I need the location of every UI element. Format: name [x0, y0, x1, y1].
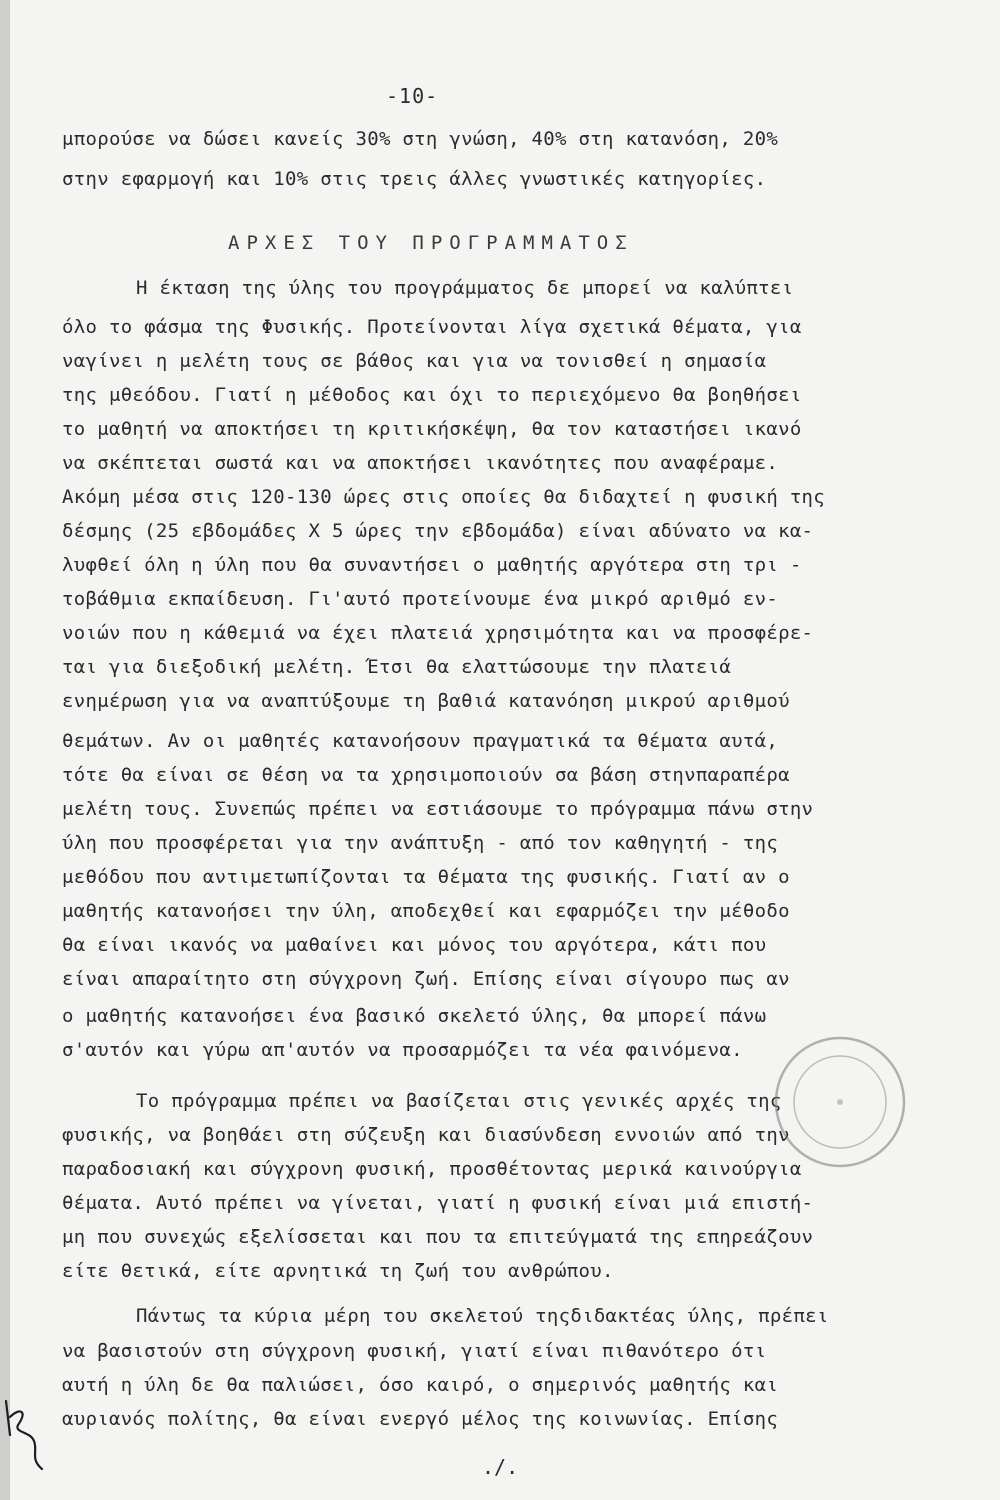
text-line: ενημέρωση για να αναπτύξουμε τη βαθιά κατανόηση μικρού αριθμού	[62, 690, 790, 712]
text-line: ται για διεξοδική μελέτη. Έτσι θα ελαττώσουμε την πλατειά	[62, 656, 732, 678]
text-line: θα είναι ικανός να μαθαίνει και μόνος του αργότερα, κάτι που	[62, 934, 767, 956]
text-line: Η έκταση της ύλης του προγράμματος δε μπορεί να καλύπτει	[136, 277, 794, 299]
text-line: είναι απαραίτητο στη σύγχρονη ζωή. Επίσης είναι σίγουρο πως αν	[62, 968, 790, 990]
text-line: νοιών που η κάθεμιά να έχει πλατειά χρησιμότητα και να προσφέρε-	[62, 622, 814, 644]
page-number: -10-	[386, 84, 439, 108]
text-line: της μθεόδου. Γιατί η μέθοδος και όχι το περιεχόμενο θα βοηθήσει	[62, 384, 802, 406]
section-heading: ΑΡΧΕΣ ΤΟΥ ΠΡΟΓΡΑΜΜΑΤΟΣ	[228, 232, 634, 254]
text-line: τοβάθμια εκπαίδευση. Γι'αυτό προτείνουμε ένα μικρό αριθμό εν-	[62, 588, 779, 610]
text-line: το μαθητή να αποκτήσει τη κριτικήσκέψη, θα τον καταστήσει ικανό	[62, 418, 802, 440]
text-line: Το πρόγραμμα πρέπει να βασίζεται στις γενικές αρχές της	[136, 1090, 782, 1112]
text-line: φυσικής, να βοηθάει στη σύζευξη και διασύνδεση εννοιών από την	[62, 1124, 790, 1146]
text-line: λυφθεί όλη η ύλη που θα συναντήσει ο μαθητής αργότερα στη τρι -	[62, 554, 802, 576]
text-line: αυριανός πολίτης, θα είναι ενεργό μέλος της κοινωνίας. Επίσης	[62, 1408, 779, 1430]
page-edge-shadow	[0, 0, 10, 1500]
text-line: δέσμης (25 εβδομάδες Χ 5 ώρες την εβδομάδα) είναι αδύνατο να κα-	[62, 520, 814, 542]
text-line: όλο το φάσμα της Φυσικής. Προτείνονται λίγα σχετικά θέματα, για	[62, 316, 802, 338]
text-line: μελέτη τους. Συνεπώς πρέπει να εστιάσουμε το πρόγραμμα πάνω στην	[62, 798, 814, 820]
text-line: μεθόδου που αντιμετωπίζονται τα θέματα της φυσικής. Γιατί αν ο	[62, 866, 790, 888]
text-line: είτε θετικά, είτε αρνητικά τη ζωή του ανθρώπου.	[62, 1260, 614, 1282]
text-line: Πάντως τα κύρια μέρη του σκελετού τηςδιδακτέας ύλης, πρέπει	[136, 1305, 829, 1327]
text-line: σ'αυτόν και γύρω απ'αυτόν να προσαρμόζει τα νέα φαινόμενα.	[62, 1039, 743, 1061]
text-line: να βασιστούν στη σύγχρονη φυσική, γιατί είναι πιθανότερο ότι	[62, 1340, 767, 1362]
text-line: τότε θα είναι σε θέση να τα χρησιμοποιούν σα βάση στηνπαραπέρα	[62, 764, 790, 786]
text-line: να σκέπτεται σωστά και να αποκτήσει ικανότητες που αναφέραμε.	[62, 452, 779, 474]
text-line: ναγίνει η μελέτη τους σε βάθος και για να τονισθεί η σημασία	[62, 350, 767, 372]
text-line: ύλη που προσφέρεται για την ανάπτυξη - από τον καθηγητή - της	[62, 832, 779, 854]
text-line: στην εφαρμογή και 10% στις τρεις άλλες γνωστικές κατηγορίες.	[62, 168, 767, 190]
handwritten-signature	[0, 1395, 48, 1475]
text-line: ο μαθητής κατανοήσει ένα βασικό σκελετό ύλης, θα μπορεί πάνω	[62, 1005, 767, 1027]
continuation-mark: ./.	[482, 1455, 519, 1479]
text-line: Ακόμη μέσα στις 120-130 ώρες στις οποίες θα διδαχτεί η φυσική της	[62, 486, 826, 508]
text-line: θέματα. Αυτό πρέπει να γίνεται, γιατί η φυσική είναι μιά επιστή-	[62, 1192, 814, 1214]
text-line: παραδοσιακή και σύγχρονη φυσική, προσθέτοντας μερικά καινούργια	[62, 1158, 802, 1180]
text-line: μπορούσε να δώσει κανείς 30% στη γνώση, 40% στη κατανόση, 20%	[62, 128, 779, 150]
library-stamp	[770, 1032, 910, 1172]
text-line: θεμάτων. Αν οι μαθητές κατανοήσουν πραγματικά τα θέματα αυτά,	[62, 730, 779, 752]
text-line: αυτή η ύλη δε θα παλιώσει, όσο καιρό, ο σημερινός μαθητής και	[62, 1374, 779, 1396]
text-line: μη που συνεχώς εξελίσσεται και που τα επιτεύγματά της επηρεάζουν	[62, 1226, 814, 1248]
text-line: μαθητής κατανοήσει την ύλη, αποδεχθεί και εφαρμόζει την μέθοδο	[62, 900, 790, 922]
